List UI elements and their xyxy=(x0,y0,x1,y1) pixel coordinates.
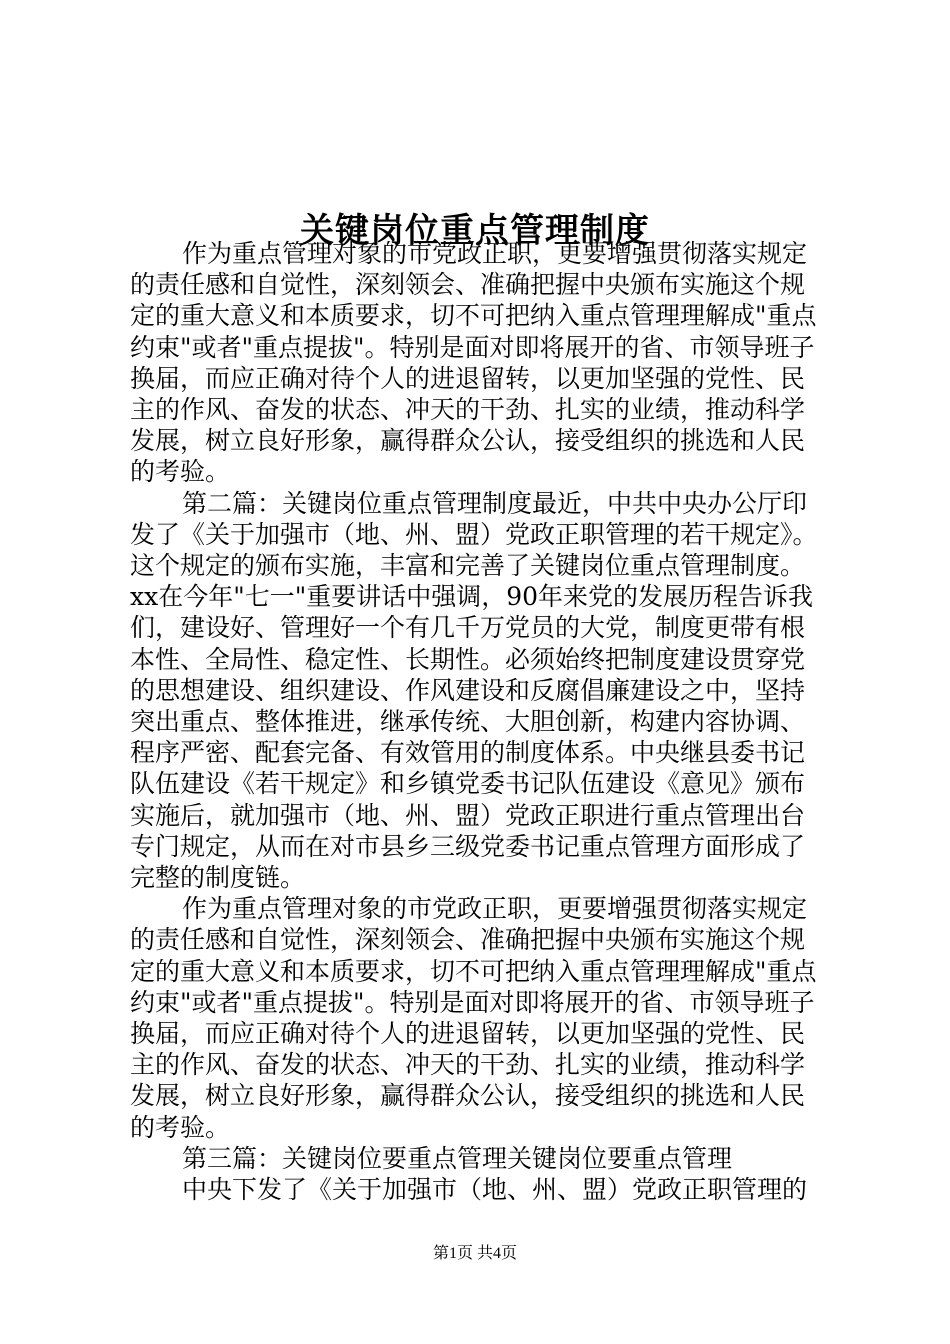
section-heading-line: 第二篇：关键岗位重点管理制度最近，中共中央办公厅印 xyxy=(182,489,808,518)
text-line: 队伍建设《若干规定》和乡镇党委书记队伍建设《意见》颁布 xyxy=(130,769,806,798)
text-line: 专门规定，从而在对市县乡三级党委书记重点管理方面形成了 xyxy=(130,832,806,861)
text-line: 主的作风、奋发的状态、冲天的干劲、扎实的业绩，推动科学 xyxy=(130,1050,806,1079)
text-line: 的责任感和自觉性，深刻领会、准确把握中央颁布实施这个规 xyxy=(130,270,806,299)
text-line: 中央下发了《关于加强市（地、州、盟）党政正职管理的 xyxy=(182,1175,808,1204)
text-line: 定的重大意义和本质要求，切不可把纳入重点管理理解成"重点 xyxy=(130,301,817,330)
text-line: 发展，树立良好形象，赢得群众公认，接受组织的挑选和人民 xyxy=(130,1081,806,1110)
text-line: 约束"或者"重点提拔"。特别是面对即将展开的省、市领导班子 xyxy=(130,988,815,1017)
text-line: 实施后，就加强市（地、州、盟）党政正职进行重点管理出台 xyxy=(130,801,806,830)
text-line: 本性、全局性、稳定性、长期性。必须始终把制度建设贯穿党 xyxy=(130,645,806,674)
page-footer: 第1页 共4页 xyxy=(432,1245,517,1262)
text-line: 发展，树立良好形象，赢得群众公认，接受组织的挑选和人民 xyxy=(130,426,806,455)
text-line: 约束"或者"重点提拔"。特别是面对即将展开的省、市领导班子 xyxy=(130,333,815,362)
document-title: 关键岗位重点管理制度 xyxy=(300,210,650,251)
text-line: 换届，而应正确对待个人的进退留转，以更加坚强的党性、民 xyxy=(130,1019,806,1048)
text-line: 完整的制度链。 xyxy=(130,863,306,892)
text-line: 突出重点、整体推进，继承传统、大胆创新，构建内容协调、 xyxy=(130,707,806,736)
text-line: 作为重点管理对象的市党政正职，更要增强贯彻落实规定 xyxy=(182,894,808,923)
text-line: 们，建设好、管理好一个有几千万党员的大党，制度更带有根 xyxy=(130,613,806,642)
text-line: 的考验。 xyxy=(130,457,231,486)
text-line: 的责任感和自觉性，深刻领会、准确把握中央颁布实施这个规 xyxy=(130,925,806,954)
text-line: 的考验。 xyxy=(130,1113,231,1142)
section-heading-line: 第三篇：关键岗位要重点管理关键岗位要重点管理 xyxy=(182,1144,733,1173)
text-line: xx在今年"七一"重要讲话中强调，90年来党的发展历程告诉我 xyxy=(130,582,814,611)
text-line: 程序严密、配套完备、有效管用的制度体系。中央继县委书记 xyxy=(130,738,806,767)
text-line: 定的重大意义和本质要求，切不可把纳入重点管理理解成"重点 xyxy=(130,957,817,986)
text-line: 主的作风、奋发的状态、冲天的干劲、扎实的业绩，推动科学 xyxy=(130,395,806,424)
text-line: 的思想建设、组织建设、作风建设和反腐倡廉建设之中，坚持 xyxy=(130,676,806,705)
text-line: 发了《关于加强市（地、州、盟）党政正职管理的若干规定》。 xyxy=(130,520,818,549)
text-line: 作为重点管理对象的市党政正职，更要增强贯彻落实规定 xyxy=(182,239,808,268)
text-line: 换届，而应正确对待个人的进退留转，以更加坚强的党性、民 xyxy=(130,364,806,393)
text-line: 这个规定的颁布实施，丰富和完善了关键岗位重点管理制度。 xyxy=(130,551,806,580)
